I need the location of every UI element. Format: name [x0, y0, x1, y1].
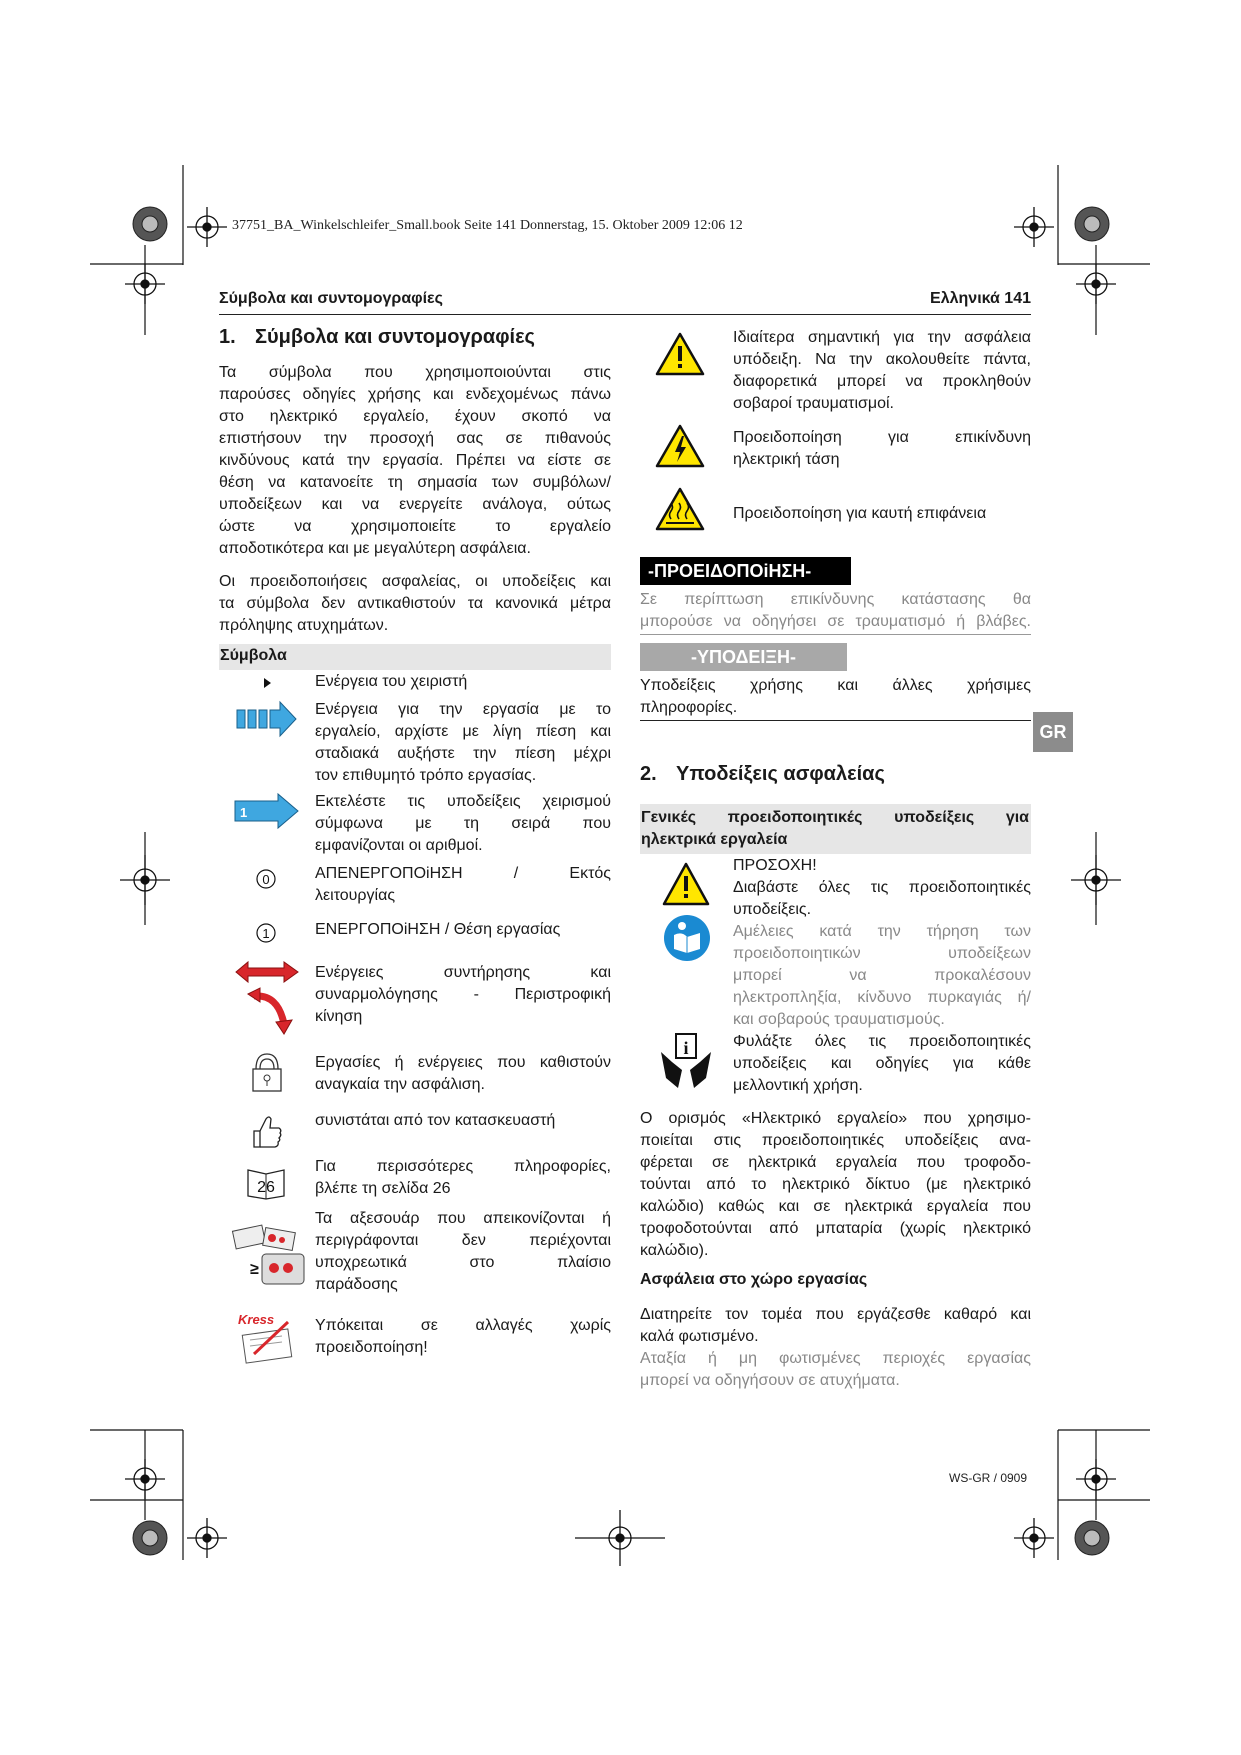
note-rule	[640, 720, 1031, 721]
book-file-line: 37751_BA_Winkelschleifer_Small.book Seite 141 Donnerstag, 15. Oktober 2009 12:06 12	[232, 218, 743, 233]
language-tab: GR	[1033, 712, 1073, 752]
symbol-text-maintenance: Ενέργειες συντήρησης και συναρμολόγησης - Περιστροφική κίνηση	[315, 964, 611, 1025]
caution-block: ΠΡΟΣΟΧΗ! Διαβάστε όλες τις προειδοποιητικές υποδείξεις. Αμέλειες κατά την τήρηση των προειδοποιητικών υποδείξεων μπορεί να προκαλέσουν ηλεκτροπληξία, κίνδυνο πυρκαγιάς ή/ και σοβαρούς τραυματισμούς.	[733, 857, 1031, 1028]
symbol-text-operator-action: Ενέργεια του χειριστή	[315, 673, 468, 690]
high-voltage-icon	[655, 424, 705, 468]
symbol-text-recommended: συνιστάται από τον κατασκευαστή	[315, 1112, 556, 1129]
on-position-label: 1	[262, 926, 270, 941]
workplace-safety-heading: Ασφάλεια στο χώρο εργασίας	[640, 1271, 868, 1288]
running-header-left: Σύμβολα και συντομογραφίες	[219, 290, 443, 307]
warning-rule	[640, 634, 1031, 635]
running-header-right: Ελληνικά 141	[930, 290, 1031, 307]
off-position-icon	[255, 868, 277, 890]
symbol-text-on: ΕΝΕΡΓΟΠΟiΗΣΗ / Θέση εργασίας	[315, 921, 561, 938]
keep-instructions-icon	[658, 1032, 714, 1090]
power-tool-definition: Ο ορισμός «Ηλεκτρικό εργαλείο» που χρησιμο- ποιείται στις προειδοποιητικές υποδείξεις ανα- φέρεται σε ηλεκτρικά εργαλεία που τροφοδο- τούνται από το ηλεκτρικό δίκτυο (με ηλεκτρικό καλώδιο) καθώς και σε ηλεκτρικά εργαλεία που τροφοδοτούνται από μπαταρία (χωρίς ηλεκτρικό καλώδιο).	[640, 1110, 1031, 1259]
pressure-arrow-icon	[236, 700, 298, 738]
section2-heading: 2. Υποδείξεις ασφαλείας	[640, 763, 885, 785]
page-reference-icon	[246, 1166, 286, 1200]
maintenance-rotation-icon	[234, 960, 300, 1036]
symbol-text-changes: Υπόκειται σε αλλαγές χωρίς προειδοποίηση!	[315, 1317, 611, 1356]
page-reference-label: 26	[257, 1179, 275, 1196]
read-manual-icon	[662, 913, 712, 963]
section1-heading: 1. Σύμβολα και συντομογραφίες	[219, 326, 535, 348]
keep-instructions-text: Φυλάξτε όλες τις προειδοποιητικές υποδείξεις και οδηγίες για κάθε μελλοντική χρήση.	[733, 1033, 1031, 1094]
svg-text:≥: ≥	[250, 1261, 259, 1278]
symbol-text-page-ref: Για περισσότερες πληροφορίες, βλέπε τη σελίδα 26	[315, 1158, 611, 1197]
small-arrow-icon	[262, 676, 274, 690]
caution-warning-icon	[662, 862, 710, 906]
on-position-icon	[255, 922, 277, 944]
section1-intro-paragraph: Τα σύμβολα που χρησιμοποιούνται στις παρούσες οδηγίες χρήσης και ενδεχομένως πάνω στο ηλεκτρικό εργαλείο, έχουν σκοπό να επιστήσουν την προσοχή σας σε πιθανούς κινδύνους κατά την εργασία. Πρέπει να είστε σε θέση να κατανοείτε τη σημασία των συμβόλων/ υποδείξεων και να ενεργείτε ανάλογα, ούτως ώστε να χρησιμοποιείτε το εργαλείο αποδοτικότερα και με μεγαλύτερη ασφάλεια.	[219, 364, 611, 557]
svg-text:i: i	[683, 1038, 689, 1058]
symbol-text-off: ΑΠΕΝΕΡΓΟΠΟiΗΣΗ / Εκτός λειτουργίας	[315, 865, 611, 904]
general-warnings-heading: Γενικές προειδοποιητικές υποδείξεις για ηλεκτρικά εργαλεία	[640, 804, 1031, 854]
hot-surface-icon	[655, 487, 705, 531]
accessories-icon	[226, 1224, 308, 1294]
numbered-arrow-icon	[234, 793, 300, 829]
warning-text-general: Ιδιαίτερα σημαντική για την ασφάλεια υπόδειξη. Να την ακολουθείτε πάντα, διαφορετικά μπορεί να προκληθούν σοβαροί τραυματισμοί.	[733, 329, 1031, 412]
lock-icon	[250, 1051, 284, 1093]
symbol-text-sequence: Εκτελέστε τις υποδείξεις χειρισμού σύμφωνα με τη σειρά που εμφανίζονται οι αριθμοί.	[315, 793, 611, 854]
warning-badge: -ΠΡΟΕΙΔΟΠΟiΗΣΗ-	[640, 557, 851, 585]
note-badge-text: Υποδείξεις χρήσης και άλλες χρήσιμες πληροφορίες.	[640, 677, 1031, 716]
warning-text-voltage: Προειδοποίηση για επικίνδυνη ηλεκτρική τάση	[733, 429, 1031, 468]
thumbs-up-icon	[250, 1113, 284, 1151]
kress-changes-icon	[236, 1310, 300, 1368]
warning-text-hot: Προειδοποίηση για καυτή επιφάνεια	[733, 505, 987, 522]
symbols-subheading: Σύμβολα	[219, 644, 611, 670]
general-warning-icon	[655, 332, 705, 376]
symbol-text-accessories: Τα αξεσουάρ που απεικονίζονται ή περιγράφονται δεν περιέχονται υποχρεωτικά στο πλαίσιο παράδοσης	[315, 1210, 611, 1293]
kress-logo: Kress	[238, 1312, 275, 1327]
symbol-text-lock: Εργασίες ή ενέργειες που καθιστούν αναγκαία την ασφάλιση.	[315, 1054, 611, 1093]
header-rule	[219, 314, 1031, 315]
note-badge: -ΥΠΟΔΕΙΞΗ-	[640, 643, 847, 671]
section1-safety-note: Οι προειδοποιήσεις ασφαλείας, οι υποδείξεις και τα σύμβολα δεν αντικαθιστούν τα κανονικά μέτρα πρόληψης ατυχημάτων.	[219, 573, 611, 634]
workplace-safety-text: Διατηρείτε τον τομέα που εργάζεσθε καθαρό και καλά φωτισμένο. Αταξία ή μη φωτισμένες περιοχές εργασίας μπορεί να οδηγήσουν σε ατυχήματα.	[640, 1306, 1031, 1389]
numbered-arrow-label: 1	[240, 805, 248, 820]
symbol-text-pressure: Ενέργεια για την εργασία με το εργαλείο, αρχίστε με λίγη πίεση και σταδιακά αυξήστε την πίεση μέχρι τον επιθυμητό τρόπο εργασίας.	[315, 701, 611, 784]
footer-code: WS-GR / 0909	[949, 1471, 1028, 1485]
off-position-label: 0	[262, 872, 270, 887]
warning-badge-text: Σε περίπτωση επικίνδυνης κατάστασης θα μπορούσε να οδηγήσει σε τραυματισμό ή βλάβες.	[640, 591, 1031, 630]
